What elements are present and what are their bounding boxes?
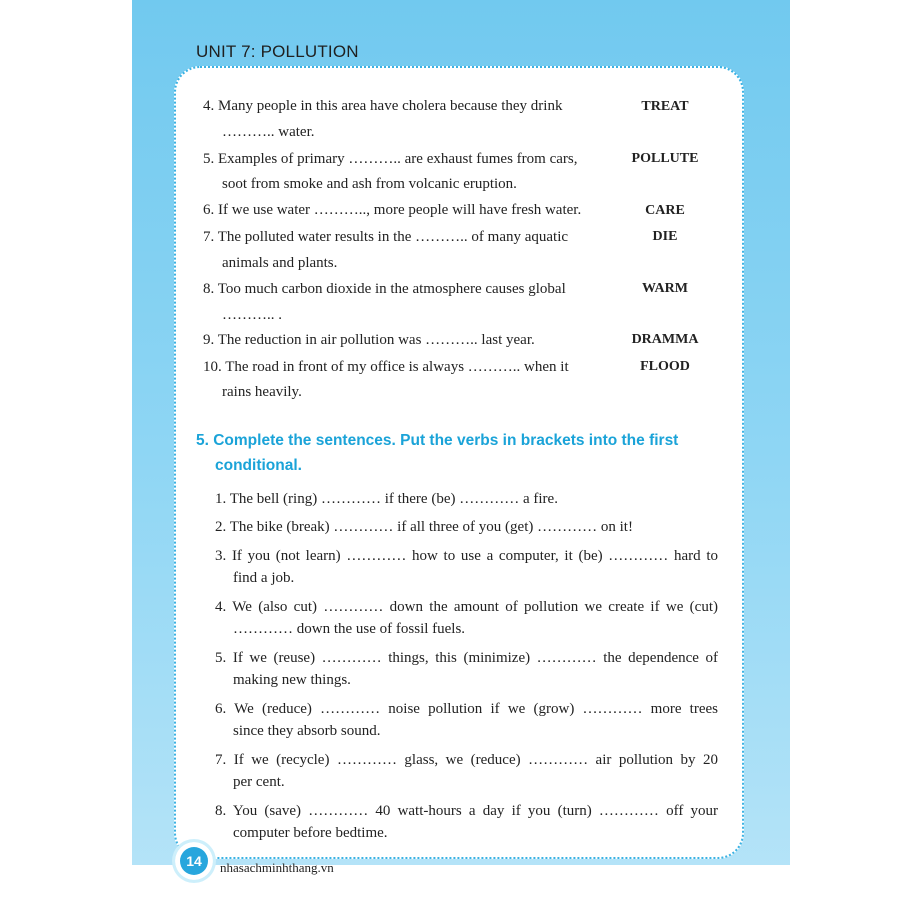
ex4-item-5-keyword: POLLUTE [631, 151, 699, 166]
ex4-item-6-keyword: CARE [645, 203, 685, 218]
ex4-item-10-line2: rains heavily. [222, 384, 302, 400]
ex4-item-5-line2: soot from smoke and ash from volcanic eruption. [222, 176, 517, 192]
ex4-item-4-keyword: TREAT [641, 99, 689, 114]
ex5-item-8-line1: 8. You (save) ………… 40 watt-hours a day if you (turn) ………… off your [215, 803, 718, 819]
ex4-item-8-line1: 8. Too much carbon dioxide in the atmosphere causes global [203, 281, 566, 297]
ex5-item-5-line2: making new things. [233, 672, 351, 688]
ex4-item-10-keyword: FLOOD [640, 359, 690, 374]
ex5-item-7-line1: 7. If we (recycle) ………… glass, we (reduce) ………… air pollution by 20 [215, 752, 718, 768]
ex4-item-7-keyword: DIE [652, 229, 678, 244]
ex4-item-8-keyword: WARM [642, 281, 688, 296]
ex5-item-6-line2: since they absorb sound. [233, 723, 381, 739]
ex5-item-2: 2. The bike (break) ………… if all three of you (get) ………… on it! [215, 519, 633, 535]
unit-title: UNIT 7: POLLUTION [196, 42, 359, 61]
ex5-title-line2: conditional. [215, 457, 302, 474]
ex4-item-9-keyword: DRAMMA [631, 332, 699, 347]
ex5-item-4-line1: 4. We (also cut) ………… down the amount of pollution we create if we (cut) [215, 599, 718, 615]
ex4-item-6-line1: 6. If we use water ……….., more people will have fresh water. [203, 202, 582, 218]
ex5-item-3-line2: find a job. [233, 570, 295, 586]
ex4-item-10-line1: 10. The road in front of my office is always ……….. when it [203, 359, 569, 375]
ex4-item-9-line1: 9. The reduction in air pollution was ……….. last year. [203, 332, 535, 348]
ex4-item-4-line1: 4. Many people in this area have cholera because they drink [203, 98, 563, 114]
ex4-item-8-line2: ……….. . [222, 307, 282, 323]
ex4-item-7-line2: animals and plants. [222, 255, 338, 271]
ex4-item-7-line1: 7. The polluted water results in the ……….. of many aquatic [203, 229, 569, 245]
ex5-item-8-line2: computer before bedtime. [233, 825, 388, 841]
exercise-content-box [174, 66, 744, 859]
ex5-item-3-line1: 3. If you (not learn) ………… how to use a computer, it (be) ………… hard to [215, 548, 718, 564]
ex5-item-6-line1: 6. We (reduce) ………… noise pollution if we (grow) ………… more trees [215, 701, 718, 717]
page-number: 14 [180, 847, 208, 875]
ex5-item-1: 1. The bell (ring) ………… if there (be) ………… a fire. [215, 491, 558, 507]
page-number-badge [172, 839, 216, 883]
publisher-website: nhasachminhthang.vn [220, 860, 334, 875]
ex5-item-4-line2: ………… down the use of fossil fuels. [233, 621, 466, 637]
ex4-item-5-line1: 5. Examples of primary ……….. are exhaust fumes from cars, [203, 151, 578, 167]
ex4-item-4-line2: ……….. water. [222, 124, 315, 140]
book-page [132, 0, 790, 922]
ex5-item-7-line2: per cent. [233, 774, 285, 790]
ex5-item-5-line1: 5. If we (reuse) ………… things, this (minimize) ………… the dependence of [215, 650, 718, 666]
ex5-title-line1: 5. Complete the sentences. Put the verbs in brackets into the first [196, 432, 679, 449]
